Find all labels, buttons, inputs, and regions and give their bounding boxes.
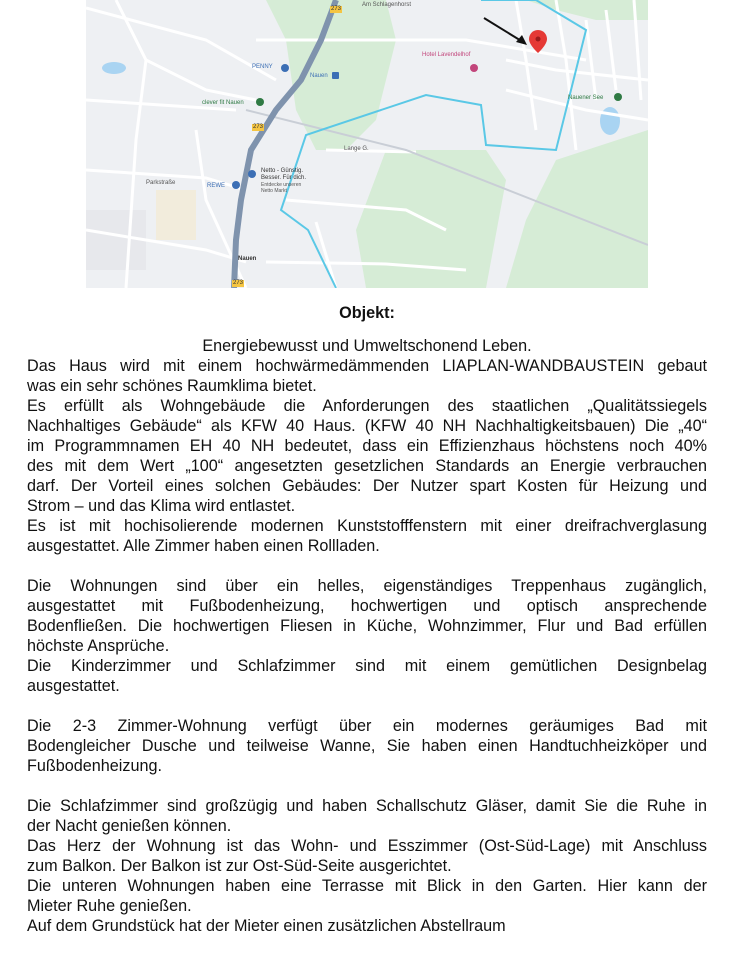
text-line: Es erfüllt als Wohngebäude die Anforderungen des staatlichen „Qualitätssiegels xyxy=(27,397,707,415)
map-town-label: Nauen xyxy=(238,256,257,262)
paragraph-1 xyxy=(27,356,707,556)
park-icon[interactable] xyxy=(614,93,622,101)
map-poi-hotel[interactable]: Hotel Lavendelhof xyxy=(422,52,471,58)
text-line: höchste Ansprüche. xyxy=(27,637,170,655)
text-line: Bodengleicher Dusche und teilweise Wanne, Sie haben einen Handtuchheizköper und xyxy=(27,737,707,755)
netto-icon[interactable] xyxy=(248,170,256,178)
hotel-icon[interactable] xyxy=(470,64,478,72)
map-poi-penny[interactable]: PENNY xyxy=(252,64,273,70)
text-line: Es ist mit hochisolierende modernen Kunststofffenstern mit einer dreifrachverglasung xyxy=(27,517,707,535)
map-poi-netto-line3: Entdecke unseren xyxy=(261,182,302,188)
text-line: zum Balkon. Der Balkon ist zur Ost-Süd-Seite ausgerichtet. xyxy=(27,857,452,875)
map-street-label: Am Schlagenhorst xyxy=(362,2,412,8)
text-line: Die Wohnungen sind über ein helles, eigenständiges Treppenhaus zugänglich, xyxy=(27,577,707,595)
paragraph-3 xyxy=(27,716,707,776)
document-heading: Objekt: xyxy=(339,304,395,322)
document-subtitle: Energiebewusst und Umweltschonend Leben. xyxy=(202,337,532,355)
rewe-icon[interactable] xyxy=(232,181,240,189)
map-poi-netto-line1[interactable]: Netto - Günstig. xyxy=(261,168,304,174)
text-line: des mit dem Wert „100“ angesetzten gesetzlichen Standards an Energie verbrauchen xyxy=(27,457,707,475)
text-line: Bodenfließen. Die hochwertigen Fliesen in Küche, Wohnzimmer, Flur und Bad erfüllen xyxy=(27,617,707,635)
text-line: Mieter Ruhe genießen. xyxy=(27,897,192,915)
paragraph-2 xyxy=(27,576,707,696)
text-line: im Programmnamen EH 40 NH bedeutet, dass ein Effizienzhaus höchstens noch 40% xyxy=(27,437,707,455)
map-poi-nauener-see[interactable]: Nauener See xyxy=(568,95,604,101)
map-canvas xyxy=(86,0,648,288)
text-line: Das Herz der Wohnung ist das Wohn- und Esszimmer (Ost-Süd-Lage) mit Anschluss xyxy=(27,837,707,855)
location-marker-icon[interactable] xyxy=(529,30,547,53)
text-line: ausgestattet mit Fußbodenheizung, hochwertigen und optisch ansprechende xyxy=(27,597,707,615)
map-poi-nauen-station[interactable]: Nauen xyxy=(310,73,328,79)
text-line: Das Haus wird mit einem hochwärmedämmenden LIAPLAN-WANDBAUSTEIN gebaut xyxy=(27,357,707,375)
text-line: Fußbodenheizung. xyxy=(27,757,162,775)
text-line: ausgestattet. xyxy=(27,677,120,695)
map-poi-netto-line2[interactable]: Besser. Für dich. xyxy=(261,175,307,181)
text-line: Die Schlafzimmer sind großzügig und haben Schallschutz Gläser, damit Sie die Ruhe in xyxy=(27,797,707,815)
map-street-parkstrasse: Parkstraße xyxy=(146,180,176,186)
train-station-icon[interactable] xyxy=(332,72,339,79)
location-map[interactable] xyxy=(86,0,648,288)
penny-icon[interactable] xyxy=(281,64,289,72)
text-line: Die unteren Wohnungen haben eine Terrasse mit Blick in den Garten. Hier kann der xyxy=(27,877,707,895)
map-street-lange: Lange G. xyxy=(344,146,369,152)
text-line: Nachhaltiges Gebäude“ als KFW 40 Haus. (KFW 40 NH Nachhaltigkeitsbauen) Die „40“ xyxy=(27,417,707,435)
text-line: darf. Der Vorteil eines solchen Gebäudes: Der Nutzer spart Kosten für Heizung und xyxy=(27,477,707,495)
text-line: was ein sehr schönes Raumklima bietet. xyxy=(27,377,317,395)
map-poi-netto-line4: Netto Markt xyxy=(261,188,287,194)
text-line: Die Kinderzimmer und Schlafzimmer sind mit einem gemütlichen Designbelag xyxy=(27,657,707,675)
text-line: Die 2-3 Zimmer-Wohnung verfügt über ein modernes geräumiges Bad mit xyxy=(27,717,707,735)
map-poi-clever-fit[interactable]: clever fit Nauen xyxy=(202,100,244,106)
map-poi-rewe[interactable]: REWE xyxy=(207,183,225,189)
gym-icon[interactable] xyxy=(256,98,264,106)
route-273-shield: 273 xyxy=(233,280,244,286)
paragraph-4 xyxy=(27,796,707,936)
text-line: Auf dem Grundstück hat der Mieter einen zusätzlichen Abstellraum xyxy=(27,917,506,935)
text-line: Strom – und das Klima wird entlastet. xyxy=(27,497,296,515)
text-line: der Nacht genießen können. xyxy=(27,817,232,835)
route-273-shield: 273 xyxy=(331,6,342,12)
route-273-shield: 273 xyxy=(253,124,264,130)
text-line: ausgestattet. Alle Zimmer haben einen Rollladen. xyxy=(27,537,380,555)
